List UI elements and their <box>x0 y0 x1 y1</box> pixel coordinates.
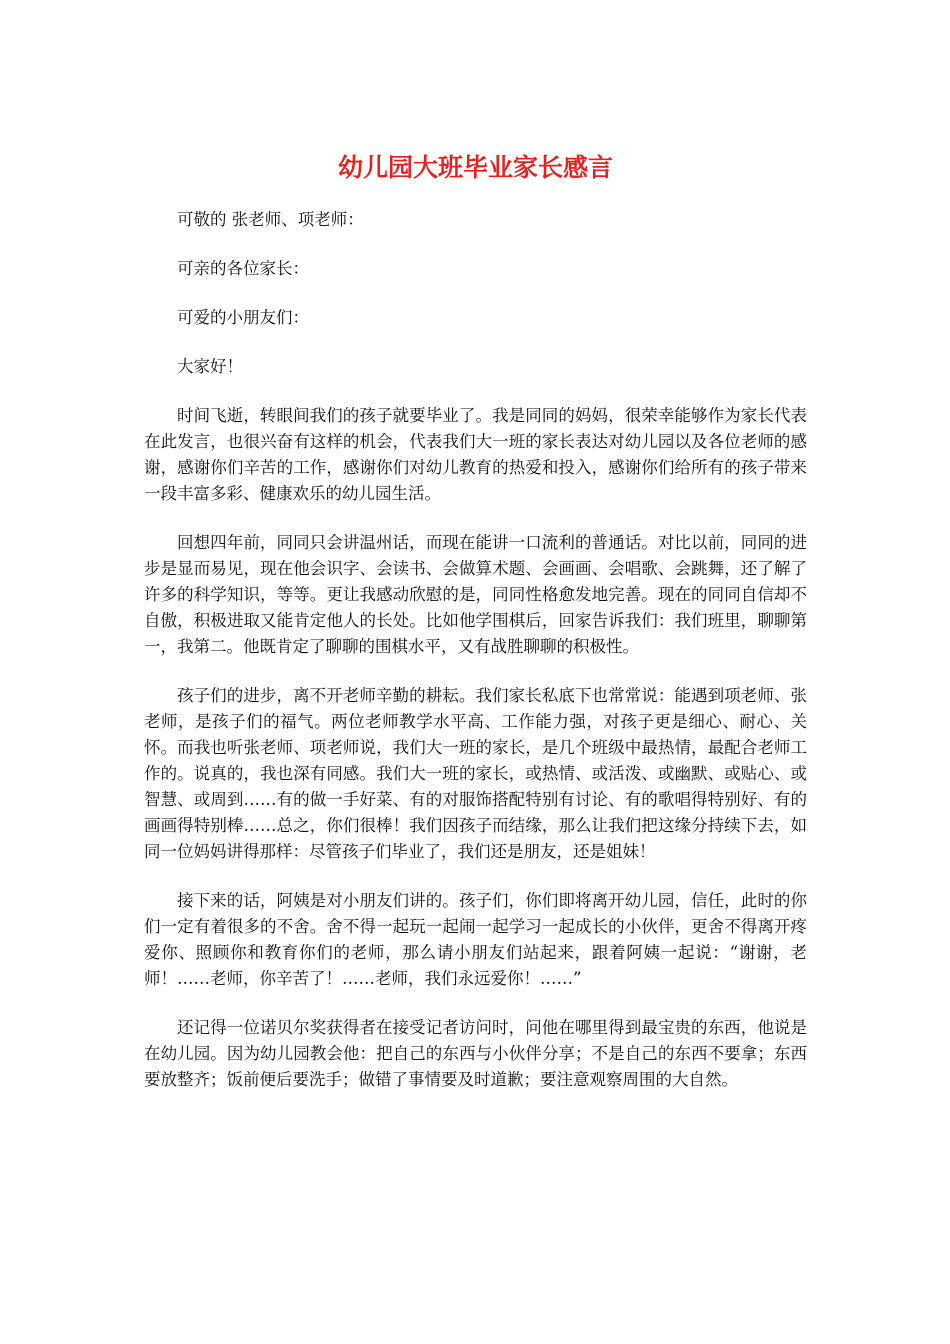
body-paragraph: 时间飞逝，转眼间我们的孩子就要毕业了。我是同同的妈妈，很荣幸能够作为家长代表在此发言，也很兴奋有这样的机会，代表我们大一班的家长表达对幼儿园以及各位老师的感谢，感谢你们辛苦的工作，感谢你们对幼儿教育的热爱和投入，感谢你们给所有的孩子带来一段丰富多彩、健康欢乐的幼儿园生活。 <box>144 406 807 503</box>
document-title: 幼儿园大班毕业家长感言 <box>337 153 613 182</box>
greeting-parents: 可亲的各位家长： <box>177 259 309 278</box>
body-paragraph: 接下来的话，阿姨是对小朋友们讲的。孩子们，你们即将离开幼儿园，信任，此时的你们一定有着很多的不舍。舍不得一起玩一起闹一起学习一起成长的小伙伴，更舍不得离开疼爱你、照顾你和教育你们的老师，那么请小朋友们站起来，跟着阿姨一起说：“谢谢，老师！……老师，你辛苦了！……老师，我们永远爱你！……” <box>144 891 807 988</box>
greeting-teachers: 可敬的 张老师、项老师： <box>177 210 364 229</box>
body-paragraph: 还记得一位诺贝尔奖获得者在接受记者访问时，问他在哪里得到最宝贵的东西，他说是在幼儿园。因为幼儿园教会他：把自己的东西与小伙伴分享；不是自己的东西不要拿；东西要放整齐；饭前便后要洗手；做错了事情要及时道歉；要注意观察周围的大自然。 <box>144 1018 807 1089</box>
body-paragraph: 孩子们的进步，离不开老师辛勤的耕耘。我们家长私底下也常常说：能遇到项老师、张老师，是孩子们的福气。两位老师教学水平高、工作能力强，对孩子更是细心、耐心、关怀。而我也听张老师、项老师说，我们大一班的家长，是几个班级中最热情，最配合老师工作的。说真的，我也深有同感。我们大一班的家长，或热情、或活泼、或幽默、或贴心、或智慧、或周到……有的做一手好菜、有的对服饰搭配特别有讨论、有的歌唱得特别好、有的画画得特别棒……总之，你们很棒！我们因孩子而结缘，那么让我们把这缘分持续下去，如同一位妈妈讲得那样：尽管孩子们毕业了，我们还是朋友，还是姐妹！ <box>144 686 807 861</box>
document-page <box>144 150 807 1116</box>
greeting-all: 大家好！ <box>177 357 243 376</box>
body-paragraph: 回想四年前，同同只会讲温州话，而现在能讲一口流利的普通话。对比以前，同同的进步是显而易见，现在他会识字、会读书、会做算术题、会画画、会唱歌、会跳舞，还了解了许多的科学知识，等等。更让我感动欣慰的是，同同性格愈发地完善。现在的同同自信却不自傲，积极进取又能肯定他人的长处。比如他学围棋后，回家告诉我们：我们班里，聊聊第一，我第二。他既肯定了聊聊的围棋水平，又有战胜聊聊的积极性。 <box>144 533 807 656</box>
greeting-children: 可爱的小朋友们： <box>177 308 309 327</box>
